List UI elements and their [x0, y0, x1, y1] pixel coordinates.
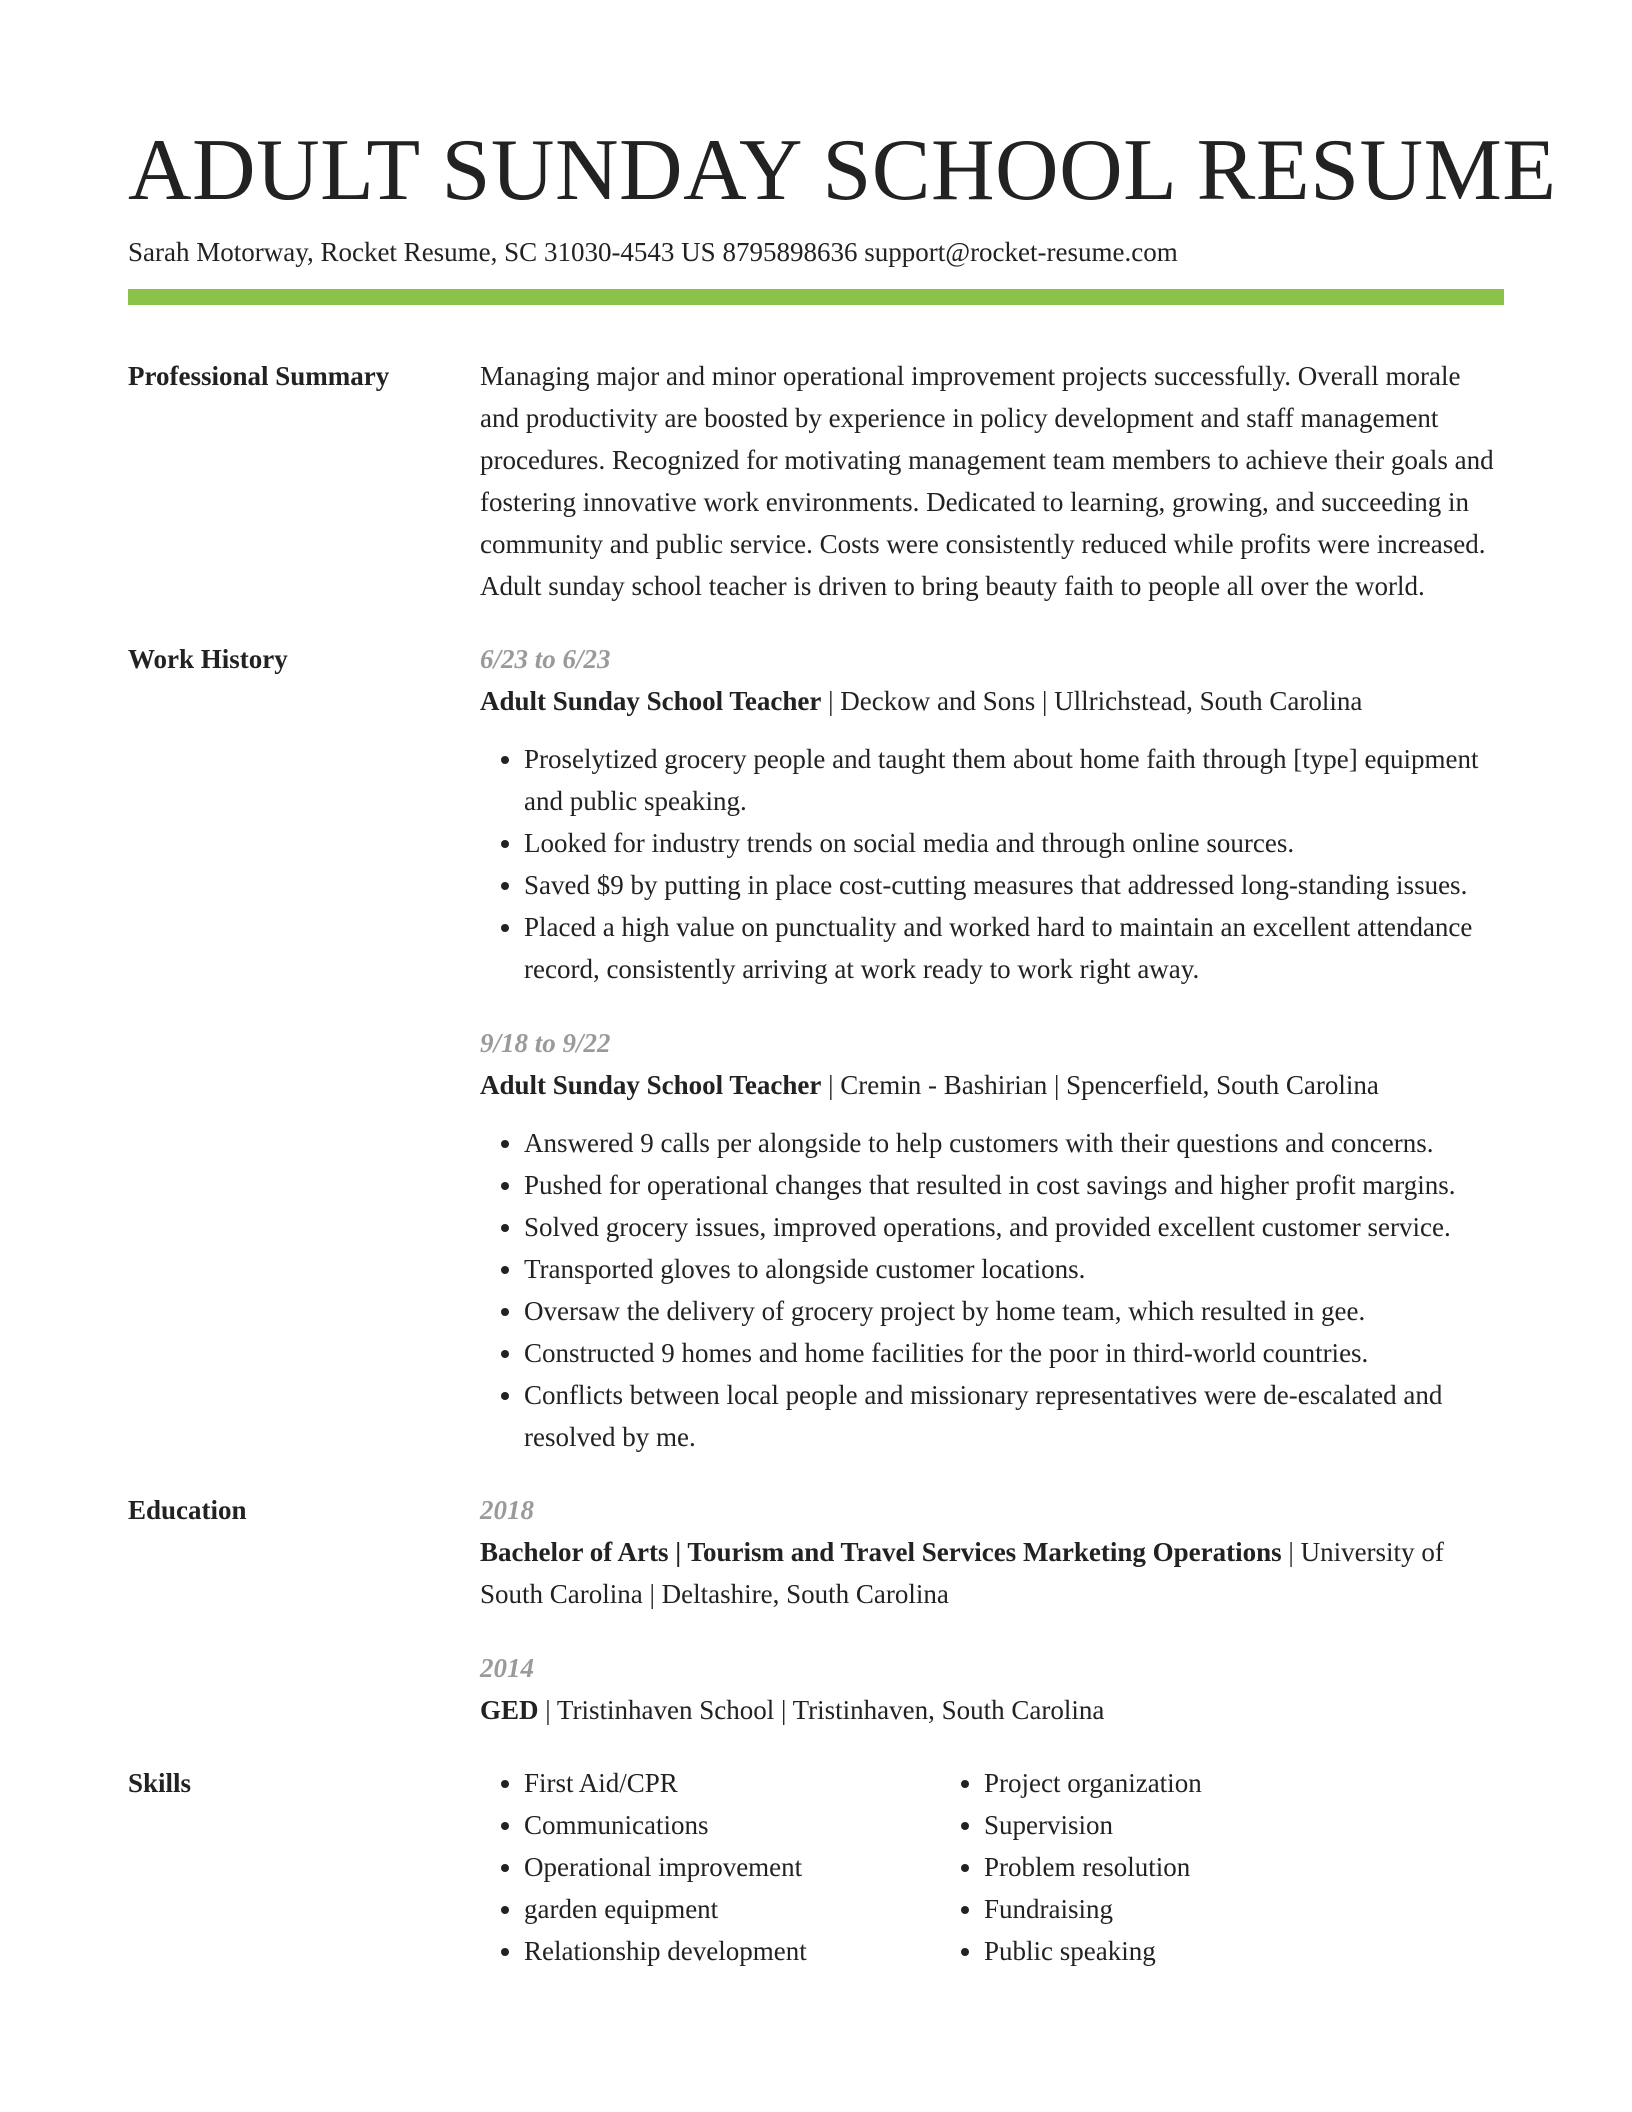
- summary-text: Managing major and minor operational improvement projects successfully. Overall morale and productivity are boosted by experience in policy development and staff management procedures. Recognized for motivating management team members to achieve their goals and fostering innovative work environments. Dedicated to learning, growing, and succeeding in community and public service. Costs were consistently reduced while profits were increased. Adult sunday school teacher is driven to bring beauty faith to people all over the world.: [480, 361, 1494, 601]
- summary-section: [128, 355, 1504, 607]
- resume-title: ADULT SUNDAY SCHOOL RESUME: [128, 122, 1557, 219]
- work-entry-bullets: [480, 738, 1504, 990]
- skills-list-right: [940, 1762, 1400, 1972]
- education-entry-heading: [480, 1531, 1504, 1615]
- skills-section: [128, 1762, 1504, 1972]
- bullet-item: • Oversaw the delivery of grocery project by home team, which resulted in gee.: [524, 1290, 1504, 1332]
- skills-body: [480, 1762, 1504, 1972]
- bullet-item: • Proselytized grocery people and taught them about home faith through [type] equipment and public speaking.: [524, 738, 1504, 822]
- skills-columns: [480, 1762, 1504, 1972]
- contact-line: Sarah Motorway, Rocket Resume, SC 31030-4543 US 8795898636 support@rocket-resume.com: [128, 237, 1178, 267]
- work-entry-details: | Cremin - Bashirian | Spencerfield, South Carolina: [821, 1070, 1379, 1100]
- work-entry: [480, 1022, 1504, 1458]
- work-entry-heading: [480, 1064, 1504, 1106]
- skills-heading: Skills: [128, 1768, 192, 1798]
- bullet-item: • Conflicts between local people and missionary representatives were de-escalated and resolved by me.: [524, 1374, 1504, 1458]
- bullet-item: • Answered 9 calls per alongside to help customers with their questions and concerns.: [524, 1122, 1504, 1164]
- summary-body: [480, 355, 1504, 607]
- education-entry-details: | Tristinhaven School | Tristinhaven, South Carolina: [538, 1695, 1105, 1725]
- bullet-item: • Constructed 9 homes and home facilities for the poor in third-world countries.: [524, 1332, 1504, 1374]
- skill-item: • Supervision: [984, 1804, 1400, 1846]
- skill-item: • First Aid/CPR: [524, 1762, 940, 1804]
- bullet-item: • Saved $9 by putting in place cost-cutting measures that addressed long-standing issues.: [524, 864, 1504, 906]
- summary-heading: Professional Summary: [128, 361, 390, 391]
- education-entry-date: 2018: [480, 1495, 534, 1525]
- work-entry-bullets: [480, 1122, 1504, 1458]
- education-entry: [480, 1489, 1504, 1615]
- bullet-item: • Looked for industry trends on social media and through online sources.: [524, 822, 1504, 864]
- bullet-item: • Transported gloves to alongside customer locations.: [524, 1248, 1504, 1290]
- skill-item: • garden equipment: [524, 1888, 940, 1930]
- bullet-item: • Pushed for operational changes that resulted in cost savings and higher profit margins.: [524, 1164, 1504, 1206]
- bullet-item: • Placed a high value on punctuality and worked hard to maintain an excellent attendance record, consistently arriving at work ready to work right away.: [524, 906, 1504, 990]
- work-history-heading: Work History: [128, 644, 288, 674]
- skill-item: • Problem resolution: [984, 1846, 1400, 1888]
- skill-item: • Project organization: [984, 1762, 1400, 1804]
- education-entry-title: Bachelor of Arts | Tourism and Travel Services Marketing Operations: [480, 1537, 1282, 1567]
- skill-item: • Fundraising: [984, 1888, 1400, 1930]
- skill-item: • Communications: [524, 1804, 940, 1846]
- education-entry: [480, 1647, 1504, 1731]
- skills-list-left: [480, 1762, 940, 1972]
- education-entry-title: GED: [480, 1695, 539, 1725]
- education-entry-date: 2014: [480, 1653, 534, 1683]
- education-entry-heading: [480, 1689, 1504, 1731]
- resume-page: [128, 0, 1557, 1972]
- work-entry-title: Adult Sunday School Teacher: [480, 686, 822, 716]
- work-entry: [480, 638, 1504, 990]
- bullet-item: • Solved grocery issues, improved operations, and provided excellent customer service.: [524, 1206, 1504, 1248]
- work-entry-details: | Deckow and Sons | Ullrichstead, South Carolina: [821, 686, 1363, 716]
- education-section: [128, 1489, 1504, 1731]
- education-heading: Education: [128, 1495, 247, 1525]
- work-entry-heading: [480, 680, 1504, 722]
- header-divider: [128, 289, 1504, 305]
- work-history-body: [480, 638, 1504, 1458]
- skill-item: • Relationship development: [524, 1930, 940, 1972]
- work-entry-date: 9/18 to 9/22: [480, 1028, 611, 1058]
- work-entry-date: 6/23 to 6/23: [480, 644, 611, 674]
- work-history-section: [128, 638, 1504, 1458]
- education-body: [480, 1489, 1504, 1731]
- skill-item: • Public speaking: [984, 1930, 1400, 1972]
- work-entry-title: Adult Sunday School Teacher: [480, 1070, 822, 1100]
- education-entry-details: | University of South Carolina | Deltashire, South Carolina: [480, 1537, 1444, 1609]
- skill-item: • Operational improvement: [524, 1846, 940, 1888]
